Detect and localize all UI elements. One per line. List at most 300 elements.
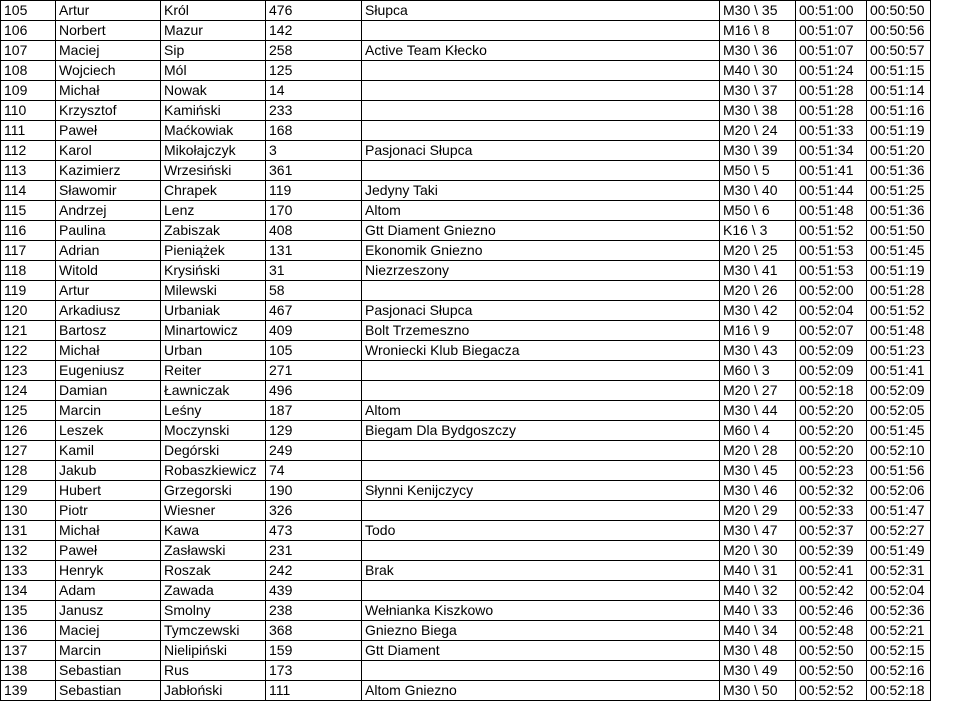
cell-place: 135: [1, 601, 56, 621]
cell-first-name: Michał: [56, 341, 161, 361]
cell-net-time: 00:51:14: [867, 81, 931, 101]
cell-club: Altom: [362, 401, 720, 421]
cell-gross-time: 00:52:52: [796, 681, 867, 701]
cell-last-name: Maćkowiak: [161, 121, 266, 141]
cell-last-name: Mól: [161, 61, 266, 81]
cell-club: Gtt Diament: [362, 641, 720, 661]
cell-category: M30 \ 48: [720, 641, 796, 661]
cell-place: 115: [1, 201, 56, 221]
results-body: [1, 1, 931, 701]
cell-gross-time: 00:51:48: [796, 201, 867, 221]
cell-place: 120: [1, 301, 56, 321]
cell-place: 118: [1, 261, 56, 281]
cell-first-name: Paweł: [56, 121, 161, 141]
cell-club: [362, 361, 720, 381]
cell-club: [362, 121, 720, 141]
cell-first-name: Witold: [56, 261, 161, 281]
cell-club: Słynni Kenijczycy: [362, 481, 720, 501]
cell-club: Niezrzeszony: [362, 261, 720, 281]
cell-last-name: Nowak: [161, 81, 266, 101]
cell-first-name: Marcin: [56, 641, 161, 661]
cell-last-name: Reiter: [161, 361, 266, 381]
cell-net-time: 00:52:10: [867, 441, 931, 461]
cell-last-name: Smolny: [161, 601, 266, 621]
cell-gross-time: 00:52:39: [796, 541, 867, 561]
cell-category: M30 \ 37: [720, 81, 796, 101]
cell-first-name: Adam: [56, 581, 161, 601]
cell-place: 113: [1, 161, 56, 181]
table-row: [1, 141, 931, 161]
cell-bib-number: 233: [266, 101, 362, 121]
cell-last-name: Zawada: [161, 581, 266, 601]
cell-bib-number: 3: [266, 141, 362, 161]
cell-first-name: Paulina: [56, 221, 161, 241]
cell-club: Todo: [362, 521, 720, 541]
table-row: [1, 521, 931, 541]
cell-bib-number: 190: [266, 481, 362, 501]
cell-net-time: 00:51:20: [867, 141, 931, 161]
cell-last-name: Lenz: [161, 201, 266, 221]
cell-place: 109: [1, 81, 56, 101]
cell-place: 138: [1, 661, 56, 681]
cell-net-time: 00:51:47: [867, 501, 931, 521]
cell-club: [362, 61, 720, 81]
cell-net-time: 00:52:31: [867, 561, 931, 581]
cell-first-name: Jakub: [56, 461, 161, 481]
cell-bib-number: 496: [266, 381, 362, 401]
table-row: [1, 261, 931, 281]
table-row: [1, 581, 931, 601]
cell-bib-number: 326: [266, 501, 362, 521]
cell-place: 110: [1, 101, 56, 121]
cell-net-time: 00:51:41: [867, 361, 931, 381]
cell-place: 108: [1, 61, 56, 81]
cell-place: 107: [1, 41, 56, 61]
cell-net-time: 00:51:45: [867, 241, 931, 261]
cell-first-name: Kazimierz: [56, 161, 161, 181]
cell-last-name: Sip: [161, 41, 266, 61]
cell-net-time: 00:52:18: [867, 681, 931, 701]
cell-bib-number: 142: [266, 21, 362, 41]
table-row: [1, 241, 931, 261]
cell-bib-number: 187: [266, 401, 362, 421]
cell-gross-time: 00:52:20: [796, 421, 867, 441]
cell-place: 119: [1, 281, 56, 301]
cell-category: M30 \ 46: [720, 481, 796, 501]
cell-net-time: 00:51:19: [867, 121, 931, 141]
cell-club: Pasjonaci Słupca: [362, 301, 720, 321]
table-row: [1, 221, 931, 241]
table-row: [1, 361, 931, 381]
table-row: [1, 181, 931, 201]
cell-first-name: Sławomir: [56, 181, 161, 201]
cell-gross-time: 00:51:33: [796, 121, 867, 141]
cell-first-name: Damian: [56, 381, 161, 401]
cell-bib-number: 125: [266, 61, 362, 81]
cell-gross-time: 00:52:50: [796, 641, 867, 661]
cell-category: M60 \ 4: [720, 421, 796, 441]
table-row: [1, 681, 931, 701]
table-row: [1, 1, 931, 21]
cell-gross-time: 00:52:46: [796, 601, 867, 621]
cell-gross-time: 00:52:32: [796, 481, 867, 501]
cell-last-name: Zasławski: [161, 541, 266, 561]
cell-category: M30 \ 35: [720, 1, 796, 21]
cell-net-time: 00:51:28: [867, 281, 931, 301]
cell-net-time: 00:51:48: [867, 321, 931, 341]
cell-place: 116: [1, 221, 56, 241]
cell-place: 105: [1, 1, 56, 21]
table-row: [1, 201, 931, 221]
cell-last-name: Ławniczak: [161, 381, 266, 401]
cell-net-time: 00:51:19: [867, 261, 931, 281]
cell-bib-number: 170: [266, 201, 362, 221]
cell-category: M30 \ 40: [720, 181, 796, 201]
cell-first-name: Maciej: [56, 41, 161, 61]
table-row: [1, 301, 931, 321]
cell-last-name: Grzegorski: [161, 481, 266, 501]
cell-gross-time: 00:51:53: [796, 241, 867, 261]
cell-place: 130: [1, 501, 56, 521]
cell-bib-number: 368: [266, 621, 362, 641]
cell-first-name: Henryk: [56, 561, 161, 581]
cell-first-name: Arkadiusz: [56, 301, 161, 321]
cell-last-name: Rus: [161, 661, 266, 681]
cell-net-time: 00:51:15: [867, 61, 931, 81]
cell-place: 122: [1, 341, 56, 361]
cell-category: M30 \ 47: [720, 521, 796, 541]
cell-category: M40 \ 33: [720, 601, 796, 621]
cell-bib-number: 258: [266, 41, 362, 61]
cell-bib-number: 249: [266, 441, 362, 461]
cell-category: M50 \ 6: [720, 201, 796, 221]
cell-gross-time: 00:52:09: [796, 361, 867, 381]
cell-last-name: Wrzesiński: [161, 161, 266, 181]
cell-club: [362, 161, 720, 181]
cell-bib-number: 242: [266, 561, 362, 581]
cell-net-time: 00:52:16: [867, 661, 931, 681]
cell-bib-number: 361: [266, 161, 362, 181]
cell-place: 117: [1, 241, 56, 261]
table-row: [1, 41, 931, 61]
cell-net-time: 00:52:27: [867, 521, 931, 541]
cell-net-time: 00:50:56: [867, 21, 931, 41]
cell-place: 129: [1, 481, 56, 501]
cell-place: 125: [1, 401, 56, 421]
cell-club: Altom Gniezno: [362, 681, 720, 701]
table-row: [1, 381, 931, 401]
cell-bib-number: 409: [266, 321, 362, 341]
cell-place: 139: [1, 681, 56, 701]
cell-net-time: 00:51:36: [867, 161, 931, 181]
cell-category: M20 \ 24: [720, 121, 796, 141]
cell-gross-time: 00:51:00: [796, 1, 867, 21]
cell-club: Gniezno Biega: [362, 621, 720, 641]
cell-first-name: Marcin: [56, 401, 161, 421]
cell-place: 114: [1, 181, 56, 201]
cell-club: [362, 381, 720, 401]
cell-place: 123: [1, 361, 56, 381]
cell-first-name: Michał: [56, 521, 161, 541]
cell-club: Ekonomik Gniezno: [362, 241, 720, 261]
cell-first-name: Adrian: [56, 241, 161, 261]
cell-bib-number: 476: [266, 1, 362, 21]
cell-first-name: Kamil: [56, 441, 161, 461]
cell-place: 131: [1, 521, 56, 541]
table-row: [1, 601, 931, 621]
cell-net-time: 00:50:50: [867, 1, 931, 21]
table-row: [1, 401, 931, 421]
cell-category: M30 \ 41: [720, 261, 796, 281]
cell-last-name: Pieniążek: [161, 241, 266, 261]
table-row: [1, 161, 931, 181]
cell-last-name: Urbaniak: [161, 301, 266, 321]
cell-category: M20 \ 25: [720, 241, 796, 261]
cell-bib-number: 111: [266, 681, 362, 701]
cell-place: 127: [1, 441, 56, 461]
cell-place: 137: [1, 641, 56, 661]
cell-category: M20 \ 29: [720, 501, 796, 521]
cell-bib-number: 231: [266, 541, 362, 561]
cell-gross-time: 00:52:00: [796, 281, 867, 301]
cell-club: [362, 81, 720, 101]
cell-gross-time: 00:51:24: [796, 61, 867, 81]
cell-category: M30 \ 44: [720, 401, 796, 421]
cell-net-time: 00:51:52: [867, 301, 931, 321]
table-row: [1, 61, 931, 81]
cell-first-name: Wojciech: [56, 61, 161, 81]
cell-gross-time: 00:51:41: [796, 161, 867, 181]
cell-bib-number: 173: [266, 661, 362, 681]
cell-bib-number: 31: [266, 261, 362, 281]
cell-gross-time: 00:52:23: [796, 461, 867, 481]
cell-net-time: 00:52:36: [867, 601, 931, 621]
cell-category: M40 \ 34: [720, 621, 796, 641]
table-row: [1, 441, 931, 461]
cell-first-name: Hubert: [56, 481, 161, 501]
cell-first-name: Eugeniusz: [56, 361, 161, 381]
cell-place: 136: [1, 621, 56, 641]
cell-club: Jedyny Taki: [362, 181, 720, 201]
cell-club: [362, 21, 720, 41]
cell-club: Wełnianka Kiszkowo: [362, 601, 720, 621]
cell-place: 124: [1, 381, 56, 401]
cell-last-name: Kawa: [161, 521, 266, 541]
table-row: [1, 661, 931, 681]
cell-category: K16 \ 3: [720, 221, 796, 241]
cell-gross-time: 00:52:42: [796, 581, 867, 601]
cell-last-name: Król: [161, 1, 266, 21]
cell-last-name: Moczynski: [161, 421, 266, 441]
table-row: [1, 81, 931, 101]
cell-club: [362, 541, 720, 561]
cell-place: 126: [1, 421, 56, 441]
cell-last-name: Zabiszak: [161, 221, 266, 241]
table-row: [1, 21, 931, 41]
cell-gross-time: 00:51:07: [796, 41, 867, 61]
table-row: [1, 541, 931, 561]
cell-last-name: Jabłoński: [161, 681, 266, 701]
cell-category: M30 \ 43: [720, 341, 796, 361]
cell-first-name: Piotr: [56, 501, 161, 521]
cell-net-time: 00:52:05: [867, 401, 931, 421]
cell-net-time: 00:51:36: [867, 201, 931, 221]
cell-bib-number: 14: [266, 81, 362, 101]
cell-gross-time: 00:52:33: [796, 501, 867, 521]
cell-bib-number: 159: [266, 641, 362, 661]
cell-last-name: Wiesner: [161, 501, 266, 521]
cell-net-time: 00:52:06: [867, 481, 931, 501]
cell-category: M30 \ 49: [720, 661, 796, 681]
cell-first-name: Sebastian: [56, 661, 161, 681]
cell-bib-number: 119: [266, 181, 362, 201]
cell-gross-time: 00:52:20: [796, 401, 867, 421]
cell-last-name: Mazur: [161, 21, 266, 41]
table-row: [1, 341, 931, 361]
cell-last-name: Degórski: [161, 441, 266, 461]
cell-category: M40 \ 31: [720, 561, 796, 581]
cell-first-name: Michał: [56, 81, 161, 101]
cell-gross-time: 00:51:28: [796, 81, 867, 101]
cell-net-time: 00:51:25: [867, 181, 931, 201]
table-row: [1, 121, 931, 141]
cell-bib-number: 408: [266, 221, 362, 241]
cell-club: [362, 581, 720, 601]
cell-last-name: Krysiński: [161, 261, 266, 281]
cell-gross-time: 00:52:04: [796, 301, 867, 321]
table-row: [1, 481, 931, 501]
cell-last-name: Minartowicz: [161, 321, 266, 341]
cell-category: M50 \ 5: [720, 161, 796, 181]
cell-net-time: 00:51:23: [867, 341, 931, 361]
table-row: [1, 461, 931, 481]
cell-bib-number: 105: [266, 341, 362, 361]
cell-category: M30 \ 50: [720, 681, 796, 701]
cell-club: Gtt Diament Gniezno: [362, 221, 720, 241]
table-row: [1, 421, 931, 441]
cell-category: M20 \ 26: [720, 281, 796, 301]
cell-club: Brak: [362, 561, 720, 581]
table-row: [1, 621, 931, 641]
cell-gross-time: 00:51:52: [796, 221, 867, 241]
cell-net-time: 00:51:56: [867, 461, 931, 481]
cell-gross-time: 00:52:41: [796, 561, 867, 581]
cell-net-time: 00:51:50: [867, 221, 931, 241]
cell-gross-time: 00:51:34: [796, 141, 867, 161]
cell-net-time: 00:52:04: [867, 581, 931, 601]
cell-last-name: Roszak: [161, 561, 266, 581]
cell-club: Wroniecki Klub Biegacza: [362, 341, 720, 361]
cell-first-name: Janusz: [56, 601, 161, 621]
cell-place: 133: [1, 561, 56, 581]
cell-bib-number: 168: [266, 121, 362, 141]
cell-club: [362, 661, 720, 681]
cell-club: Bolt Trzemeszno: [362, 321, 720, 341]
cell-bib-number: 439: [266, 581, 362, 601]
cell-net-time: 00:52:09: [867, 381, 931, 401]
cell-category: M16 \ 9: [720, 321, 796, 341]
cell-bib-number: 58: [266, 281, 362, 301]
cell-gross-time: 00:51:53: [796, 261, 867, 281]
cell-bib-number: 74: [266, 461, 362, 481]
cell-club: [362, 281, 720, 301]
cell-first-name: Andrzej: [56, 201, 161, 221]
cell-club: Słupca: [362, 1, 720, 21]
cell-club: Pasjonaci Słupca: [362, 141, 720, 161]
cell-category: M30 \ 45: [720, 461, 796, 481]
cell-category: M16 \ 8: [720, 21, 796, 41]
cell-gross-time: 00:51:07: [796, 21, 867, 41]
cell-last-name: Nielipiński: [161, 641, 266, 661]
cell-place: 132: [1, 541, 56, 561]
cell-gross-time: 00:51:28: [796, 101, 867, 121]
table-row: [1, 101, 931, 121]
table-row: [1, 281, 931, 301]
cell-last-name: Mikołajczyk: [161, 141, 266, 161]
cell-bib-number: 467: [266, 301, 362, 321]
cell-first-name: Artur: [56, 281, 161, 301]
cell-gross-time: 00:52:37: [796, 521, 867, 541]
cell-place: 106: [1, 21, 56, 41]
cell-bib-number: 129: [266, 421, 362, 441]
cell-bib-number: 238: [266, 601, 362, 621]
cell-last-name: Kamiński: [161, 101, 266, 121]
cell-category: M30 \ 42: [720, 301, 796, 321]
cell-first-name: Maciej: [56, 621, 161, 641]
cell-club: [362, 501, 720, 521]
cell-first-name: Sebastian: [56, 681, 161, 701]
table-row: [1, 321, 931, 341]
cell-gross-time: 00:52:07: [796, 321, 867, 341]
cell-club: [362, 101, 720, 121]
cell-first-name: Krzysztof: [56, 101, 161, 121]
cell-net-time: 00:52:15: [867, 641, 931, 661]
cell-net-time: 00:51:16: [867, 101, 931, 121]
cell-first-name: Norbert: [56, 21, 161, 41]
cell-club: Biegam Dla Bydgoszczy: [362, 421, 720, 441]
cell-first-name: Paweł: [56, 541, 161, 561]
cell-last-name: Leśny: [161, 401, 266, 421]
cell-last-name: Milewski: [161, 281, 266, 301]
table-row: [1, 501, 931, 521]
cell-bib-number: 131: [266, 241, 362, 261]
cell-category: M40 \ 32: [720, 581, 796, 601]
cell-club: [362, 461, 720, 481]
cell-category: M60 \ 3: [720, 361, 796, 381]
table-row: [1, 641, 931, 661]
cell-place: 134: [1, 581, 56, 601]
cell-net-time: 00:51:49: [867, 541, 931, 561]
cell-last-name: Chrapek: [161, 181, 266, 201]
cell-first-name: Artur: [56, 1, 161, 21]
cell-gross-time: 00:52:20: [796, 441, 867, 461]
cell-club: Altom: [362, 201, 720, 221]
cell-category: M20 \ 28: [720, 441, 796, 461]
cell-place: 112: [1, 141, 56, 161]
cell-first-name: Leszek: [56, 421, 161, 441]
table-row: [1, 561, 931, 581]
cell-bib-number: 271: [266, 361, 362, 381]
cell-net-time: 00:51:45: [867, 421, 931, 441]
cell-place: 111: [1, 121, 56, 141]
cell-category: M30 \ 38: [720, 101, 796, 121]
cell-gross-time: 00:52:09: [796, 341, 867, 361]
cell-last-name: Tymczewski: [161, 621, 266, 641]
cell-net-time: 00:50:57: [867, 41, 931, 61]
cell-last-name: Urban: [161, 341, 266, 361]
cell-first-name: Bartosz: [56, 321, 161, 341]
cell-category: M20 \ 30: [720, 541, 796, 561]
